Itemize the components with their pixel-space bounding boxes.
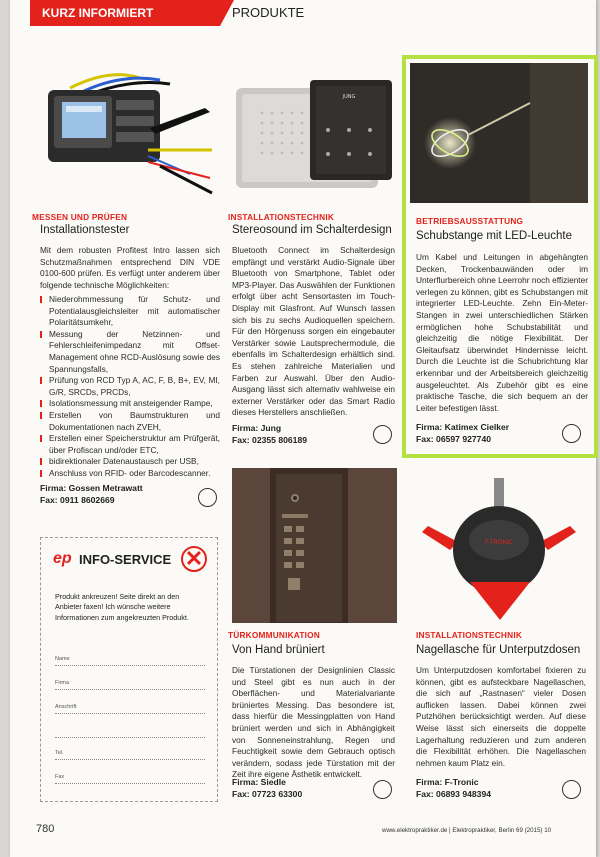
- stereo-body: Bluetooth Connect im Schalterdesign empfängt und verstärkt Audio-Signale über Bluetooth von Smartphone, Tablet oder MP3-Player. Das Auswählen der Funktionen erfolgt über acht Sensortasten im Touch-Display mit Glasfront. Auf Wunsch lassen sich bis zu sechs Audioquellen speichern. Für den Hörgenuss sorgen ein eingebauter Verstärker sowie Lautsprechermodule, die ebenfalls im Schalterdesign erhältlich sind. Es stehen zahlreiche Materialien und Farben zur Auswahl. Über den Audio-Ausgang lässt sich alternativ wahlweise ein externer Verstärker oder das Smart Radio dieses Herstellers anschließen.: [232, 245, 395, 418]
- tester-feature-item: Erstellen einer Speicherstruktur am Prüfgerät, über Profiscan und/oder ETC,: [40, 433, 220, 456]
- nagel-fax: Fax: 06893 948394: [416, 789, 492, 799]
- nagel-image: [410, 470, 588, 620]
- category-heading: PRODUKTE: [232, 5, 305, 20]
- tuer-body: Die Türstationen der Designlinien Classic und Steel gibt es nun auch in der Oberflächen- und Materialvariante brüniertes Messing. Das besondere ist, dass hierfür die Messingplatten von Hand brüniert werden und sich in Abhängigkeit von Sonneneinstrahlung, Regen und Feuchtigkeit sowie dem Gebrauch optisch verändern, sodass jede Türstation mit der Zeit ihre eigene Ästhetik entwickelt.: [232, 665, 395, 780]
- tester-image: [40, 58, 218, 208]
- stereo-title: Stereosound im Schalterdesign: [232, 224, 392, 236]
- page-number: 780: [36, 823, 55, 835]
- nagel-firma: Firma: F-Tronic: [416, 777, 479, 787]
- tester-intro: Mit dem robusten Profitest Intro lassen sich Schutzmaßnahmen entsprechend DIN VDE 0100-600 prüfen. Es verfügt unter anderem über folgende technische Möglichkeiten:: [40, 245, 220, 290]
- info-service-title: INFO-SERVICE: [79, 552, 172, 567]
- section-tab: KURZ INFORMIERT: [30, 0, 220, 26]
- tuer-category: TÜRKOMMUNIKATION: [228, 630, 320, 640]
- schubstange-title: Schubstange mit LED-Leuchte: [416, 230, 572, 242]
- schubstange-category: BETRIEBSAUSSTATTUNG: [416, 216, 524, 226]
- nagel-checkbox[interactable]: [562, 780, 581, 799]
- tester-feature-item: Niederohmmessung für Schutz- und Potentialausgleichsleiter mit automatischer Polaritätsumkehr,: [40, 294, 220, 329]
- tel-field[interactable]: Tel.: [55, 750, 205, 760]
- tester-feature-item: Messung der Netzinnen- und Fehlerschleifenimpedanz mit Offset-Management ohne RCD-Auslösung sowie des Spannungsfalls,: [40, 329, 220, 375]
- nagel-category: INSTALLATIONSTECHNIK: [416, 630, 523, 640]
- tester-feature-item: Isolationsmessung mit ansteigender Rampe,: [40, 398, 220, 410]
- schubstange-body: Um Kabel und Leitungen in abgehängten Decken, Trockenbauwänden oder im Unterflurbereich ohne Leerrohr noch effizienter verlegen zu können, gibt es Schubstangen mit integrierter LED-Leuchte. Zehn Ein-Meter-Stangen in zwei unterschiedlichen Stärken ermöglichen hohe Schubstabilität und gleichzeitig die nötige Flexibilität. Der Gleitaufsatz überwindet Hindernisse leicht. Durch die Leuchte ist die Schubrichtung klar erkennbar und der Arbeitsbereich gleichzeitig ausgeleuchtet. Als Zubehör gibt es eine praktische Tasche, die sich bequem an der Leiter befestigen lässt.: [416, 252, 588, 413]
- anschrift-line-2[interactable]: [55, 728, 205, 738]
- stereo-fax: Fax: 02355 806189: [232, 435, 308, 445]
- name-field[interactable]: Name: [55, 656, 205, 666]
- magazine-page: [10, 0, 596, 857]
- tester-title: Installationstester: [40, 224, 130, 236]
- anschrift-field[interactable]: Anschrift: [55, 704, 205, 714]
- stereo-image: [232, 58, 397, 208]
- svg-text:JUNG: JUNG: [342, 94, 356, 100]
- nagel-title: Nagellasche für Unterputzdosen: [416, 644, 581, 656]
- schubstange-fax: Fax: 06597 927740: [416, 434, 492, 444]
- info-service-box: [40, 537, 218, 802]
- fax-field[interactable]: Fax: [55, 774, 205, 784]
- schubstange-checkbox[interactable]: [562, 424, 581, 443]
- tuer-title: Von Hand brüniert: [232, 644, 325, 656]
- stereo-checkbox[interactable]: [373, 425, 392, 444]
- svg-text:F-TRONIC: F-TRONIC: [484, 539, 514, 546]
- tester-feature-list: [40, 294, 220, 480]
- tuer-fax: Fax: 07723 63300: [232, 789, 303, 799]
- tuer-image: [232, 468, 397, 623]
- tuer-firma: Firma: Siedle: [232, 777, 286, 787]
- tester-feature-item: bidirektionaler Datenaustausch per USB,: [40, 456, 220, 468]
- tester-feature-item: Prüfung von RCD Typ A, AC, F, B, B+, EV, MI, G/R, SRCDs, PRCDs,: [40, 375, 220, 398]
- tester-firma: Firma: Gossen Metrawatt: [40, 483, 143, 493]
- tester-category: MESSEN UND PRÜFEN: [32, 212, 128, 222]
- tuer-checkbox[interactable]: [373, 780, 392, 799]
- info-service-text: Produkt ankreuzen! Seite direkt an den Anbieter faxen! Ich wünsche weitere Informationen zum angekreuzten Produkt.: [55, 592, 189, 622]
- stereo-category: INSTALLATIONSTECHNIK: [228, 212, 335, 222]
- schubstange-firma: Firma: Katimex Cielker: [416, 422, 510, 432]
- stereo-firma: Firma: Jung: [232, 423, 282, 433]
- tester-checkbox[interactable]: [198, 488, 217, 507]
- info-service-logo: ep: [53, 550, 72, 567]
- footer-credit: www.elektropraktiker.de | Elektropraktiker, Berlin 69 (2015) 10: [382, 827, 552, 834]
- firma-field[interactable]: Firma: [55, 680, 205, 690]
- tester-feature-item: Anschluss von RFID- oder Barcodescanner.: [40, 468, 220, 480]
- schubstange-image: [410, 63, 588, 203]
- info-service-x-icon: ✕: [181, 546, 207, 572]
- tester-fax: Fax: 0911 8602669: [40, 495, 115, 505]
- nagel-body: Um Unterputzdosen komfortabel fixieren zu können, gibt es aufsteckbare Nagellaschen, die sich auf „Rastnasen“ vieler Dosen auflicken lassen. Dabei können zwei Putzhöhen berücksichtigt werden. Auf diese Weise lässt sich einerseits die doppelte Lagerhaltung reduzieren und zum anderen die Flexibilität erhöhen. Die Nagellaschen nehmen kaum Platz ein.: [416, 665, 586, 768]
- tester-feature-item: Erstellen von Baumstrukturen und Dokumentationen nach ZVEH,: [40, 410, 220, 433]
